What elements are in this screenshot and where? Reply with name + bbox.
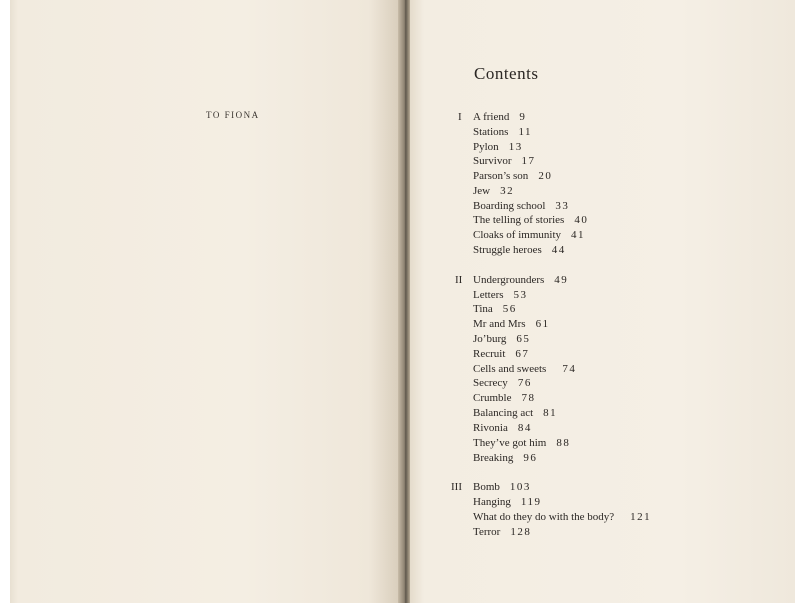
- toc-entry: [473, 377, 532, 389]
- toc-entry-title: Tina: [473, 303, 493, 315]
- toc-entry: [473, 348, 529, 360]
- part-numeral: III: [451, 481, 462, 493]
- toc-entry-title: Boarding school: [473, 200, 546, 212]
- toc-entry-page: 11: [518, 126, 533, 138]
- toc-entry: [473, 303, 517, 315]
- toc-entry-title: Breaking: [473, 452, 514, 464]
- toc-entry-title: Cells and sweets: [473, 363, 547, 375]
- toc-entry-title: Letters: [473, 289, 504, 301]
- toc-entry-title: Cloaks of immunity: [473, 229, 561, 241]
- toc-entry-page: 41: [571, 229, 585, 241]
- toc-entry-title: Secrecy: [473, 377, 508, 389]
- toc-entry: [473, 185, 514, 197]
- toc-entry: [473, 200, 569, 212]
- toc-entry: [473, 363, 576, 375]
- part-numeral: I: [458, 111, 462, 123]
- toc-entry-page: 88: [556, 437, 571, 449]
- toc-entry-page: 56: [502, 303, 517, 315]
- toc-entry-title: Undergrounders: [473, 274, 545, 286]
- toc-entry-title: Jo’burg: [473, 333, 507, 345]
- toc-entry: [473, 318, 550, 330]
- contents-title: Contents: [474, 64, 539, 83]
- toc-entry: [473, 274, 568, 286]
- toc-entry: [473, 496, 541, 508]
- toc-entry-page: 96: [523, 452, 538, 464]
- toc-entry-page: 49: [554, 274, 569, 286]
- toc-entry-page: 9: [519, 111, 527, 123]
- toc-entry: [473, 407, 557, 419]
- toc-entry-page: 13: [508, 141, 523, 153]
- toc-entry-page: 20: [538, 170, 553, 182]
- toc-entry-title: Struggle heroes: [473, 244, 542, 256]
- toc-entry: [473, 229, 585, 241]
- toc-entry-title: Jew: [473, 185, 491, 197]
- toc-entry-page: 33: [555, 200, 570, 212]
- toc-entry-page: 119: [520, 496, 542, 508]
- toc-entry-page: 17: [521, 155, 536, 167]
- toc-entry-title: Parson’s son: [473, 170, 529, 182]
- toc-entry-page: 103: [509, 481, 531, 493]
- toc-entry-title: Pylon: [473, 141, 499, 153]
- toc-entry-title: Survivor: [473, 155, 512, 167]
- toc-entry-page: 32: [500, 185, 515, 197]
- toc-entry-title: Hanging: [473, 496, 511, 508]
- toc-entry: [473, 422, 532, 434]
- toc-entry: [473, 155, 536, 167]
- left-page: [10, 0, 400, 603]
- part-numeral: II: [455, 274, 463, 286]
- toc-entry-page: 53: [513, 289, 528, 301]
- toc-entry-page: 44: [551, 244, 566, 256]
- toc-entry-page: 128: [510, 526, 532, 538]
- toc-entry-page: 61: [535, 318, 550, 330]
- toc-entry-page: 76: [517, 377, 532, 389]
- toc-entry: [473, 170, 552, 182]
- toc-entry: [473, 111, 526, 123]
- toc-entry-title: They’ve got him: [473, 437, 547, 449]
- toc-entry: [473, 392, 536, 404]
- toc-entry-title: Recruit: [473, 348, 506, 360]
- toc-entry: [473, 333, 530, 345]
- toc-entry: [473, 141, 523, 153]
- toc-entry: [473, 437, 570, 449]
- toc-entry: [473, 289, 528, 301]
- toc-entry-title: Stations: [473, 126, 509, 138]
- dedication: TO FIONA: [206, 110, 260, 120]
- toc-entry: [473, 452, 537, 464]
- toc-entry-title: A friend: [473, 111, 510, 123]
- toc-entry: [473, 481, 531, 493]
- toc-entry-page: 78: [521, 392, 536, 404]
- toc-entry: [473, 126, 532, 138]
- toc-entry: [473, 244, 566, 256]
- toc-entry-page: 40: [574, 214, 589, 226]
- toc-entry-title: Balancing act: [473, 407, 534, 419]
- toc-entry-title: Bomb: [473, 481, 500, 493]
- toc-entry-title: What do they do with the body?: [473, 511, 615, 523]
- toc-entry-page: 121: [630, 511, 652, 523]
- toc-entry-title: Mr and Mrs: [473, 318, 526, 330]
- toc-entry: [473, 511, 651, 523]
- toc-entry-page: 84: [517, 422, 532, 434]
- toc-entry-title: Terror: [473, 526, 501, 538]
- toc-entry: [473, 214, 588, 226]
- toc-entry-page: 74: [562, 363, 577, 375]
- toc-entry-page: 81: [543, 407, 558, 419]
- toc-entry: [473, 526, 531, 538]
- toc-entry-title: Crumble: [473, 392, 512, 404]
- toc-entry-page: 65: [516, 333, 531, 345]
- toc-entry-page: 67: [515, 348, 530, 360]
- toc-entry-title: Rivonia: [473, 422, 508, 434]
- toc-entry-title: The telling of stories: [473, 214, 565, 226]
